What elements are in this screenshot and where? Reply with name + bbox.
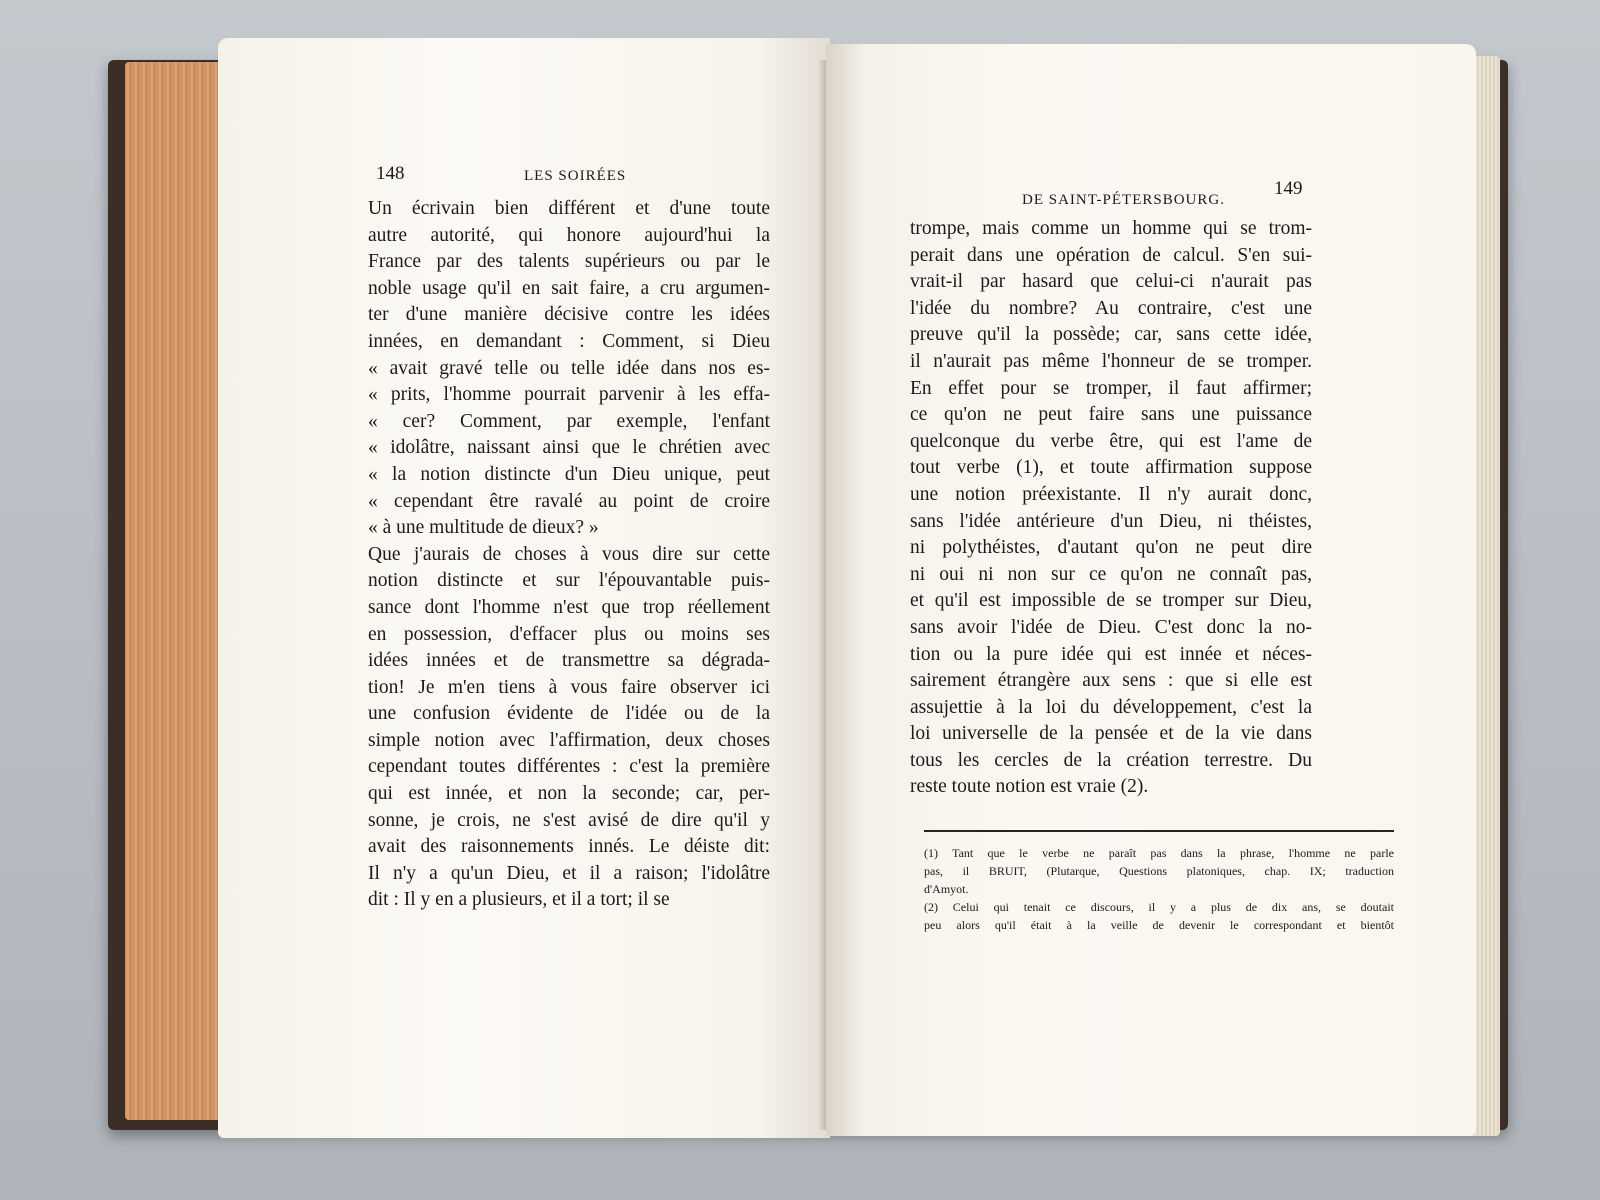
text-line: autre autorité, qui honore aujourd'hui la bbox=[368, 224, 770, 246]
text-line: « cependant être ravalé au point de croire bbox=[368, 490, 770, 512]
text-line: « prits, l'homme pourrait parvenir à les effa- bbox=[368, 384, 770, 406]
footnote-line: d'Amyot. bbox=[924, 882, 969, 896]
text-line: en possession, d'effacer plus ou moins ses bbox=[368, 623, 770, 645]
text-line: sans avoir l'idée de Dieu. C'est donc la no- bbox=[910, 616, 1312, 638]
left-page bbox=[218, 38, 830, 1138]
text-line: avait des raisonnements innés. Le déiste dit: bbox=[368, 836, 770, 858]
text-line: ter d'une manière décisive contre les idées bbox=[368, 304, 770, 326]
text-line: une notion préexistante. Il n'y aurait donc, bbox=[910, 483, 1312, 505]
text-line: « à une multitude de dieux? » bbox=[368, 517, 599, 539]
text-line: cependant toutes différentes : c'est la première bbox=[368, 756, 770, 778]
text-line: loi universelle de la pensée et de la vie dans bbox=[910, 723, 1312, 745]
text-line: une confusion évidente de l'idée ou de la bbox=[368, 703, 770, 725]
footnote-line: (2) Celui qui tenait ce discours, il y a plus de dix ans, se doutait bbox=[924, 900, 1394, 914]
right-page-text bbox=[910, 216, 1312, 801]
text-line: idées innées et de transmettre sa dégrada- bbox=[368, 650, 770, 672]
page-edges-left bbox=[125, 62, 227, 1120]
text-line: Un écrivain bien différent et d'une toute bbox=[368, 198, 770, 219]
text-line: sans l'idée antérieure d'un Dieu, ni théistes, bbox=[910, 510, 1312, 532]
text-line: et qu'il est impossible de se tromper sur Dieu, bbox=[910, 590, 1312, 612]
text-line: Que j'aurais de choses à vous dire sur cette bbox=[368, 543, 770, 565]
text-line: tion ou la pure idée qui est innée et néces- bbox=[910, 643, 1312, 665]
text-line: vrait-il par hasard que celui-ci n'aurait pas bbox=[910, 271, 1312, 293]
text-line: qui est innée, et non la seconde; car, per- bbox=[368, 783, 770, 805]
page-number-left: 148 bbox=[376, 163, 405, 184]
footnote-rule bbox=[924, 830, 1394, 832]
text-line: « la notion distincte d'un Dieu unique, peut bbox=[368, 463, 770, 485]
footnotes bbox=[924, 844, 1394, 934]
text-line: sonne, je crois, ne s'est avisé de dire qu'il y bbox=[368, 809, 770, 831]
text-line: tout verbe (1), et toute affirmation suppose bbox=[910, 457, 1312, 479]
text-line: perait dans une opération de calcul. S'en sui- bbox=[910, 244, 1312, 266]
page-number-right: 149 bbox=[1274, 178, 1303, 199]
text-line: France par des talents supérieurs ou par le bbox=[368, 251, 770, 273]
text-line: il n'aurait pas même l'honneur de se tromper. bbox=[910, 350, 1312, 372]
text-line: l'idée du nombre? Au contraire, c'est une bbox=[910, 297, 1312, 319]
text-line: notion distincte et sur l'épouvantable puis- bbox=[368, 570, 770, 592]
text-line: tous les cercles de la création terrestre. Du bbox=[910, 749, 1312, 771]
text-line: sairement étrangère aux sens : que si elle est bbox=[910, 670, 1312, 692]
text-line: tion! Je m'en tiens à vous faire observer ici bbox=[368, 676, 770, 698]
text-line: « cer? Comment, par exemple, l'enfant bbox=[368, 410, 770, 432]
text-line: reste toute notion est vraie (2). bbox=[910, 776, 1149, 798]
running-header-left: LES SOIRÉES bbox=[524, 168, 627, 184]
text-line: quelconque du verbe être, qui est l'ame de bbox=[910, 430, 1312, 452]
text-line: En effet pour se tromper, il faut affirmer; bbox=[910, 377, 1312, 399]
text-line: assujettie à la loi du développement, c'est la bbox=[910, 696, 1312, 718]
text-line: « avait gravé telle ou telle idée dans nos es- bbox=[368, 357, 770, 379]
right-page bbox=[826, 44, 1476, 1136]
footnote-line: peu alors qu'il était à la veille de devenir le correspondant et bientôt bbox=[924, 918, 1394, 932]
text-line: ni oui ni non sur ce qu'on ne connaît pas, bbox=[910, 563, 1312, 585]
text-line: Il n'y a qu'un Dieu, et il a raison; l'idolâtre bbox=[368, 862, 770, 884]
text-line: innées, en demandant : Comment, si Dieu bbox=[368, 330, 770, 352]
left-page-text bbox=[368, 196, 770, 914]
text-line: noble usage qu'il en sait faire, a cru argumen- bbox=[368, 277, 770, 299]
text-line: ce qu'on ne peut faire sans une puissance bbox=[910, 404, 1312, 426]
page-edges-right bbox=[1472, 56, 1500, 1136]
text-line: simple notion avec l'affirmation, deux choses bbox=[368, 729, 770, 751]
running-header-right: DE SAINT-PÉTERSBOURG. bbox=[1022, 192, 1225, 208]
text-line: preuve qu'il la possède; car, sans cette idée, bbox=[910, 324, 1312, 346]
text-line: dit : Il y en a plusieurs, et il a tort; il se bbox=[368, 889, 670, 911]
footnote-line: pas, il BRUIT, (Plutarque, Questions platoniques, chap. IX; traduction bbox=[924, 864, 1394, 878]
footnote-line: (1) Tant que le verbe ne paraît pas dans la phrase, l'homme ne parle bbox=[924, 846, 1394, 860]
text-line: « idolâtre, naissant ainsi que le chrétien avec bbox=[368, 437, 770, 459]
text-line: trompe, mais comme un homme qui se trom- bbox=[910, 218, 1312, 239]
text-line: sance dont l'homme n'est que trop réellement bbox=[368, 596, 770, 618]
text-line: ni polythéistes, d'autant qu'on ne peut dire bbox=[910, 537, 1312, 559]
